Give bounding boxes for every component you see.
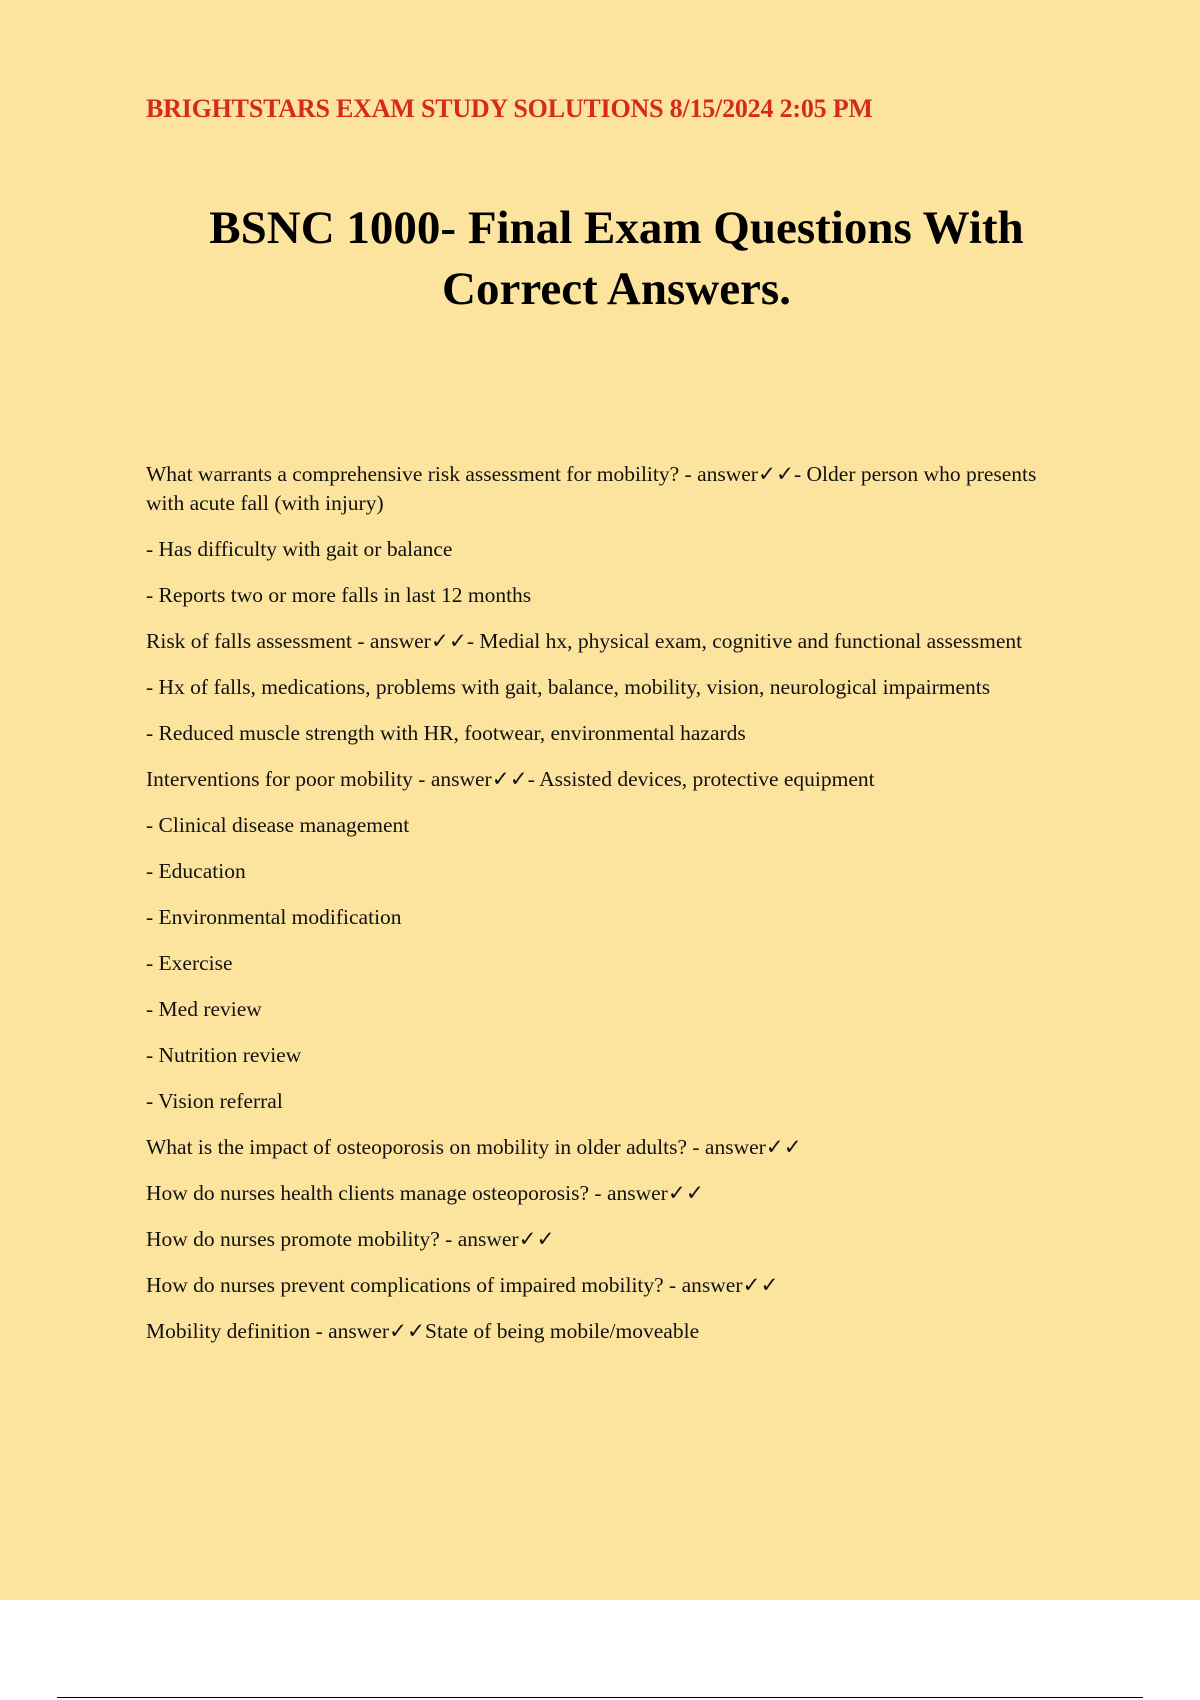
question-mobility-definition: Mobility definition - answer✓✓State of being mobile/moveable <box>146 1319 700 1343</box>
list-item: - Has difficulty with gait or balance <box>146 537 453 561</box>
question-mobility-risk-assessment: What warrants a comprehensive risk assessment for mobility? - answer✓✓- Older person who presents with acute fall (with injury) <box>146 462 1037 515</box>
document-body <box>146 460 1076 1363</box>
question-osteoporosis-impact: What is the impact of osteoporosis on mobility in older adults? - answer✓✓ <box>146 1135 802 1159</box>
title-line-1: BSNC 1000- Final Exam Questions With <box>209 202 1024 254</box>
list-item: - Exercise <box>146 951 233 975</box>
question-promote-mobility: How do nurses promote mobility? - answer✓✓ <box>146 1227 555 1251</box>
title-line-2: Correct Answers. <box>442 263 791 315</box>
list-item: - Reports two or more falls in last 12 months <box>146 583 532 607</box>
list-item: - Education <box>146 859 246 883</box>
question-interventions: Interventions for poor mobility - answer✓✓- Assisted devices, protective equipment <box>146 767 875 791</box>
list-item: - Reduced muscle strength with HR, footwear, environmental hazards <box>146 721 746 745</box>
question-risk-of-falls: Risk of falls assessment - answer✓✓- Medial hx, physical exam, cognitive and functional assessment <box>146 629 1023 653</box>
footer-divider <box>57 1697 1143 1698</box>
list-item: - Nutrition review <box>146 1043 302 1067</box>
list-item: - Hx of falls, medications, problems with gait, balance, mobility, vision, neurological impairments <box>146 675 991 699</box>
list-item: - Vision referral <box>146 1089 283 1113</box>
list-item: - Med review <box>146 997 262 1021</box>
document-title <box>100 198 1133 320</box>
list-item: - Clinical disease management <box>146 813 410 837</box>
document-header: BRIGHTSTARS EXAM STUDY SOLUTIONS 8/15/2024 2:05 PM <box>146 94 873 123</box>
question-manage-osteoporosis: How do nurses health clients manage osteoporosis? - answer✓✓ <box>146 1181 704 1205</box>
list-item: - Environmental modification <box>146 905 402 929</box>
question-prevent-complications: How do nurses prevent complications of impaired mobility? - answer✓✓ <box>146 1273 779 1297</box>
